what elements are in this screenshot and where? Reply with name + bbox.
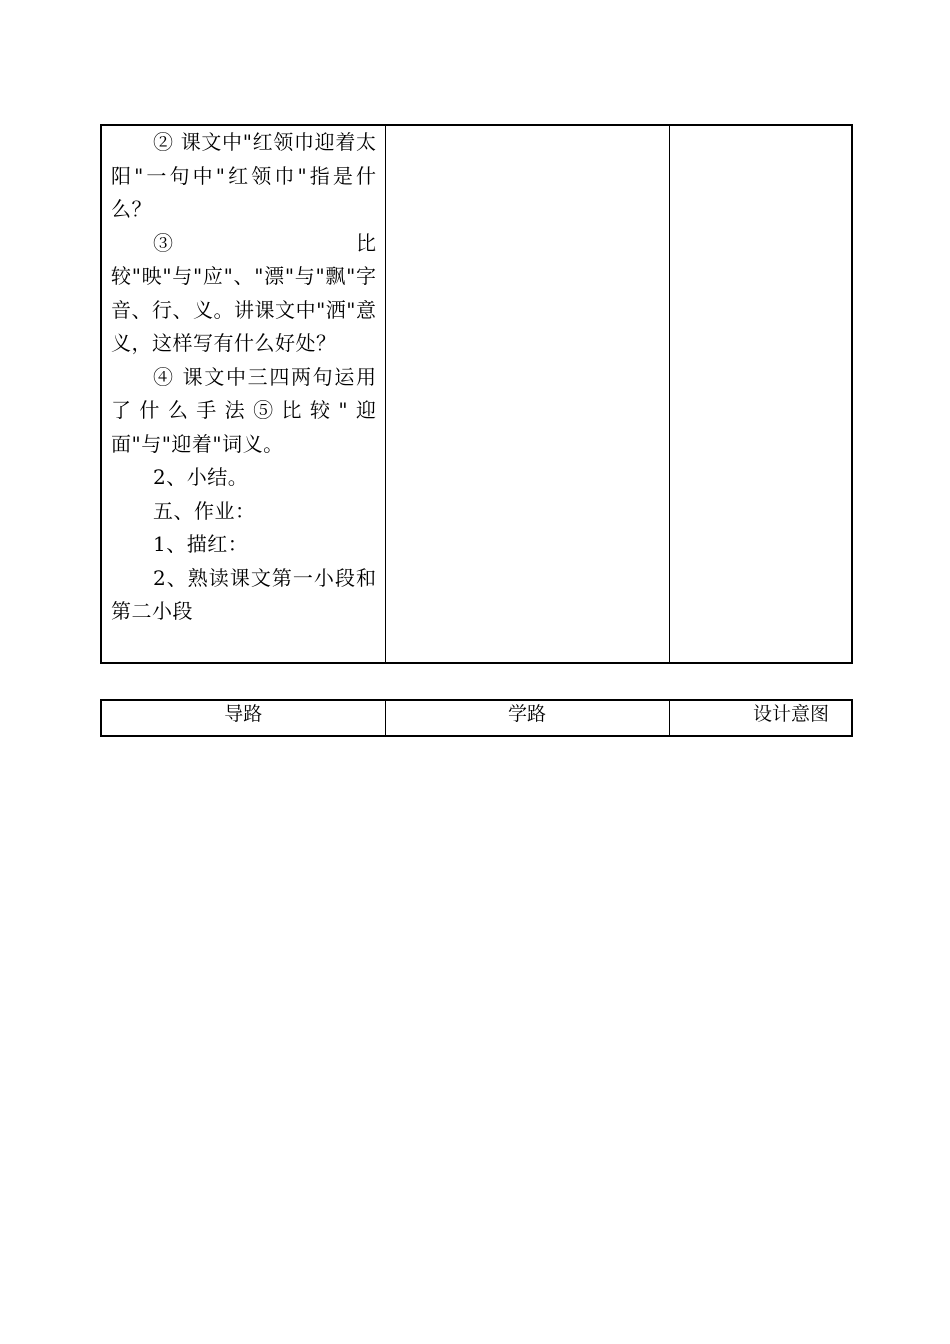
guide-column-text [111,126,377,629]
paragraph-homework-1: 1、描红： [153,532,249,556]
paragraph-question-3: ③ 比较"映"与"应"、"漂"与"飘"字音、行、义。讲课文中"洒"意义，这样写有什么好处？ [111,230,377,355]
paragraph-summary: 2、小结。 [153,465,249,489]
paragraph-homework-heading: 五、作业： [153,498,256,523]
column-header-row [101,700,852,736]
lesson-content-table [100,124,853,664]
paragraph-homework-2: 2、熟读课文第一小段和第二小段 [111,565,377,623]
paragraph-question-4-5: ④ 课文中三四两句运用了什么手法⑤比较"迎面"与"迎着"词义。 [111,364,377,456]
header-guide [101,700,385,736]
guide-column-cell [101,125,385,663]
lesson-content-row [101,125,852,663]
header-guide-label: 导路 [224,702,263,725]
header-study-label: 学路 [507,702,546,725]
study-column-cell [385,125,669,663]
header-design-intent [669,700,852,736]
header-study [385,700,669,736]
header-design-intent-label: 设计意图 [752,702,829,725]
paragraph-question-2: ② 课文中"红领巾迎着太阳"一句中"红领巾"指是什么？ [111,130,377,221]
column-header-table [100,699,853,737]
design-intent-column-cell [669,125,852,663]
